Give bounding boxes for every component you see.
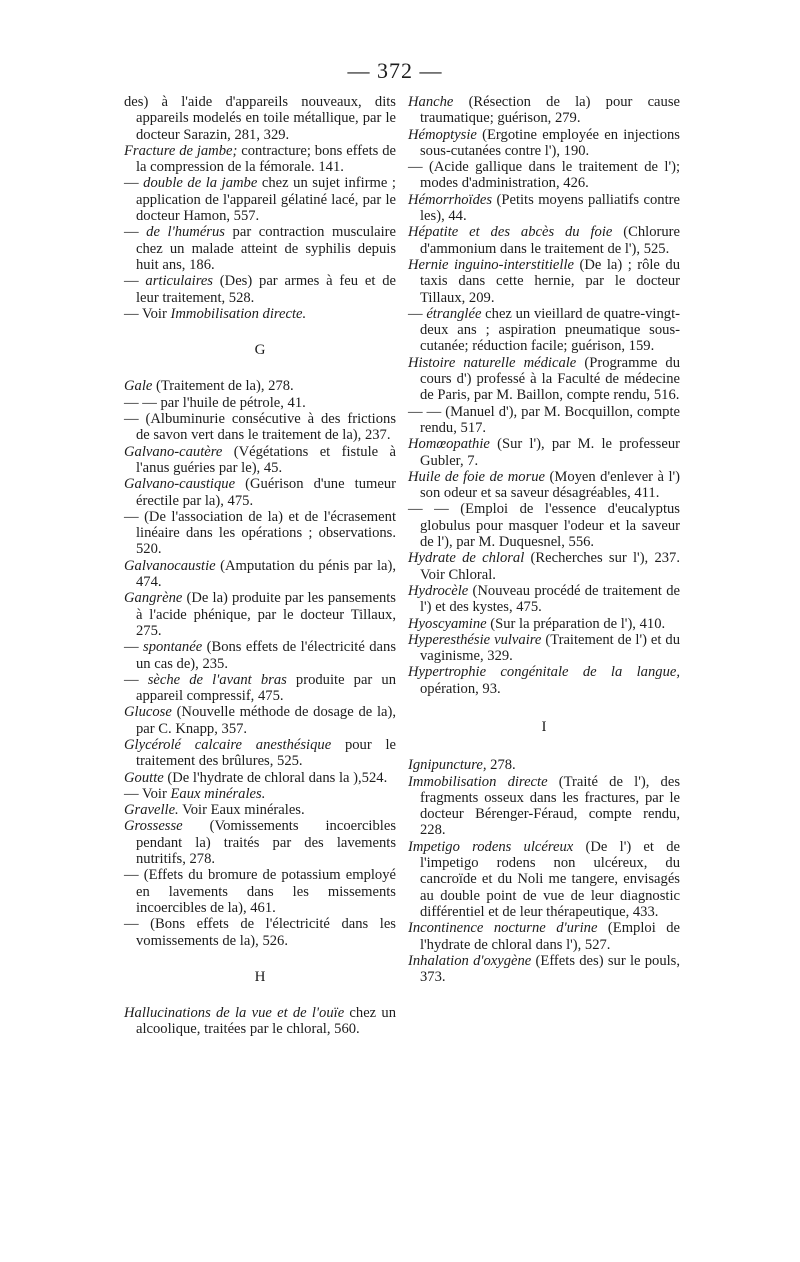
entry-lead: —: [408, 159, 430, 176]
entry-text: (Traitement de l') et du vaginisme, 329.: [420, 631, 681, 665]
entry-text: (Emploi de l'hydrate de chloral dans l'), 527.: [420, 920, 681, 953]
entry-term: Hémoptysie: [408, 126, 477, 143]
entry-text: (Recherches sur l'), 237. Voir Chloral.: [420, 550, 680, 583]
entry-text: chez un sujet infirme ; application de l'appareil gélatiné lacé, par le docteur Hamon, 557.: [136, 175, 396, 225]
entry-text: par l'huile de pétrole, 41.: [160, 394, 306, 411]
entry-text: (Emploi de l'essence d'eucalyptus globulus pour masquer l'odeur et la saveur de l'), par M. Duquesnel, 556.: [420, 501, 680, 551]
entry-lead: — —: [124, 394, 161, 411]
index-entry: [408, 436, 680, 469]
section-letter: I: [541, 718, 547, 735]
entry-text: (Programme du cours d') professé à la Faculté de médecine de Paris, par M. Baillon, compte rendu, 516.: [420, 354, 680, 404]
index-entry: [408, 94, 680, 127]
entry-text: par contraction musculaire chez un malade atteint de syphilis depuis huit ans, 186.: [136, 224, 396, 273]
entry-lead: —: [124, 224, 147, 241]
right-column: [408, 94, 680, 985]
index-entry: [124, 395, 396, 411]
entry-text: (Albuminurie consécutive à des frictions de savon vert dans le traitement de la), 237.: [136, 411, 396, 444]
index-entry: [408, 127, 680, 160]
entry-term: Immobilisation directe: [408, 773, 548, 790]
index-entry: [408, 583, 680, 616]
entry-text: (Moyen d'enlever à l') son odeur et sa saveur désagréables, 411.: [420, 468, 680, 502]
entry-text: (Végétations et fistule à l'anus guéries par le), 45.: [136, 443, 396, 476]
index-entry: [124, 224, 396, 273]
index-entry: [124, 1005, 396, 1038]
entry-term: Huile de foie de morue: [408, 468, 546, 485]
entry-text: (Amputation du pénis par la), 474.: [136, 557, 396, 591]
entry-term: Hallucinations de la vue et de l'ouïe: [124, 1005, 345, 1022]
entry-term: Glycérolé calcaire anesthésique: [124, 736, 332, 753]
index-entry: [124, 786, 396, 802]
index-entry: [408, 257, 680, 306]
entry-lead: — Voir: [124, 785, 171, 802]
entry-text: (Effets des) sur le pouls, 373.: [420, 952, 681, 986]
index-entry: [408, 469, 680, 502]
entry-text: (Nouvelle méthode de dosage de la), par C. Knapp, 357.: [136, 704, 396, 737]
entry-text: (Effets du bromure de potassium employé en lavements dans les missements incoercibles de la), 461.: [136, 867, 396, 916]
entry-text: (De l'association de la) et de l'écrasement linéaire dans les opérations ; observations. 520.: [136, 508, 396, 558]
entry-term: sèche de l'avant bras: [147, 671, 287, 688]
entry-term: Hépatite et des abcès du foie: [408, 224, 613, 241]
index-entry: [408, 616, 680, 632]
entry-text: (Sur la préparation de l'), 410.: [486, 615, 666, 632]
entry-text: (Des) par armes à feu et de leur traitement, 528.: [136, 273, 396, 306]
entry-text: (Bons effets de l'électricité dans les vomissements de la), 526.: [136, 916, 396, 949]
index-entry: [408, 953, 680, 986]
entry-text: (Manuel d'), par M. Bocquillon, compte rendu, 517.: [420, 403, 680, 436]
index-entry: [124, 867, 396, 916]
entry-term: Impetigo rodens ulcéreux: [408, 838, 574, 855]
entry-text: (De l'hydrate de chloral dans la ),524.: [163, 769, 388, 786]
entry-term: Hyoscyamine: [408, 615, 487, 632]
entry-text: des) à l'aide d'appareils nouveaux, dits appareils modelés en toile métallique, par le docteur Sarazin, 281, 329.: [124, 94, 396, 143]
index-entry: [124, 444, 396, 477]
index-entry: [408, 501, 680, 550]
index-entry: [124, 818, 396, 867]
index-entry: [124, 672, 396, 705]
index-entry: [124, 378, 396, 394]
entry-text: 278.: [486, 757, 516, 774]
entry-lead: —: [124, 671, 148, 688]
entry-text: (Ergotine employée en injections sous-cutanées contre l'), 190.: [420, 126, 680, 159]
index-entry: [124, 704, 396, 737]
entry-text: produite par un appareil compressif, 475.: [136, 671, 396, 705]
entry-term: Hanche: [408, 94, 454, 110]
entry-term: Fracture de jambe;: [124, 142, 238, 159]
entry-lead: —: [124, 867, 144, 884]
entry-term: Hyperesthésie vulvaire: [408, 631, 542, 648]
index-entry: [408, 550, 680, 583]
entry-term: Gale: [124, 378, 153, 395]
entry-text: chez un vieillard de quatre-vingt-deux ans ; aspiration pneumatique sous-cutanée; réduction facile; guérison, 159.: [420, 305, 680, 355]
index-entry: [124, 590, 396, 639]
entry-text: Voir Eaux minérales.: [178, 802, 305, 819]
entry-term: Incontinence nocturne d'urine: [408, 920, 598, 937]
entry-term: Galvano-cautère: [124, 443, 223, 460]
entry-text: (Nouveau procédé de traitement de l') et des kystes, 475.: [420, 582, 680, 616]
entry-lead: —: [124, 916, 151, 933]
index-entry: [408, 192, 680, 225]
index-entry: [408, 839, 680, 920]
entry-text: chez un alcoolique, traitées par le chloral, 560.: [136, 1005, 396, 1038]
index-entry: [124, 94, 396, 143]
entry-term: Hydrocèle: [408, 582, 469, 599]
entry-text: (Traité de l'), des fragments osseux dans les fractures, par le docteur Bérenger-Féraud, compte rendu, 228.: [420, 773, 680, 839]
entry-text: (De l') et de l'impetigo rodens non ulcéreux, du cancroïde et du Noli me tangere, envisagés au double point de vue de leur diagnostic différentiel et de leur thérapeutique, 433.: [420, 838, 680, 920]
index-entry: [408, 757, 680, 773]
index-entry: [408, 224, 680, 257]
index-entry: [124, 802, 396, 818]
section-letter: G: [254, 342, 266, 359]
entry-term: double de la jambe: [143, 175, 258, 192]
left-column: [124, 94, 396, 1038]
entry-text: (Vomissements incoercibles pendant la) traités par des lavements nutritifs, 278.: [136, 818, 396, 868]
entry-text: (Chlorure d'ammonium dans le traitement de l'), 525.: [420, 224, 680, 257]
entry-term: Gangrène: [124, 590, 183, 607]
page-number: — 372 —: [347, 58, 443, 83]
entry-term: spontanée: [143, 639, 203, 656]
index-entry: [408, 632, 680, 665]
entry-term: Goutte: [124, 769, 164, 786]
entry-term: Histoire naturelle médicale: [408, 354, 577, 371]
entry-term: Hydrate de chloral: [408, 550, 525, 567]
index-entry: [408, 920, 680, 953]
index-entry: [124, 143, 396, 176]
index-entry: [124, 770, 396, 786]
index-entry: [408, 355, 680, 404]
entry-term: Glucose: [124, 704, 172, 721]
entry-term: Hypertrophie congénitale de la langue,: [408, 664, 680, 681]
index-entry: [124, 175, 396, 224]
entry-term: de l'humérus: [146, 224, 225, 241]
entry-lead: —: [408, 305, 427, 322]
index-entry: [124, 558, 396, 591]
entry-lead: — —: [408, 403, 446, 420]
index-entry: [124, 273, 396, 306]
entry-term: Hémorrhoïdes: [408, 191, 493, 208]
entry-text: opération, 93.: [420, 680, 501, 697]
index-entry: [408, 306, 680, 355]
entry-text: (Résection de la) pour cause traumatique; guérison, 279.: [420, 94, 680, 127]
entry-lead: —: [124, 175, 144, 192]
entry-text: (De la) ; rôle du taxis dans cette hernie, par le docteur Tillaux, 209.: [420, 256, 680, 306]
index-entry: [408, 664, 680, 697]
entry-term: articulaires: [145, 273, 213, 290]
entry-text: pour le traitement des brûlures, 525.: [136, 736, 396, 770]
entry-lead: —: [124, 273, 146, 290]
entry-lead: —: [124, 411, 146, 428]
index-entry: [124, 916, 396, 949]
index-entry: [408, 774, 680, 839]
entry-lead: — —: [408, 501, 461, 518]
entry-term: Grossesse: [124, 818, 183, 835]
entry-term: Immobilisation directe.: [170, 305, 307, 322]
entry-term: Gravelle.: [124, 802, 179, 819]
entry-lead: — Voir: [124, 305, 171, 322]
entry-term: Galvanocaustie: [124, 557, 216, 574]
index-entry: [124, 411, 396, 444]
entry-term: Hernie inguino-interstitielle: [408, 256, 574, 273]
entry-text: (Petits moyens palliatifs contre les), 44.: [420, 191, 680, 225]
entry-term: étranglée: [426, 305, 482, 322]
index-entry: [124, 306, 396, 322]
entry-term: Inhalation d'oxygène: [408, 952, 532, 969]
entry-text: (Acide gallique dans le traitement de l'); modes d'administration, 426.: [420, 159, 681, 192]
section-letter: H: [254, 968, 266, 985]
entry-term: Galvano-caustique: [124, 476, 236, 493]
index-entry: [124, 737, 396, 770]
entry-term: Eaux minérales.: [170, 785, 266, 802]
index-entry: [408, 159, 680, 192]
index-entry: [124, 639, 396, 672]
entry-lead: —: [124, 508, 145, 525]
entry-text: (Traitement de la), 278.: [152, 378, 294, 395]
entry-term: Homœopathie: [408, 436, 490, 453]
entry-text: (De la) produite par les pansements à l'acide phénique, par le docteur Tillaux, 275.: [136, 590, 396, 639]
entry-text: (Bons effets de l'électricité dans un cas de), 235.: [136, 639, 397, 672]
entry-term: Ignipuncture,: [408, 757, 487, 774]
entry-text: (Sur l'), par M. le professeur Gubler, 7.: [420, 436, 680, 469]
entry-text: contracture; bons effets de la compression de la fémorale. 141.: [136, 142, 396, 176]
index-entry: [124, 509, 396, 558]
entry-text: (Guérison d'une tumeur érectile par la), 475.: [136, 476, 396, 509]
index-entry: [408, 404, 680, 437]
entry-lead: —: [124, 639, 144, 656]
index-entry: [124, 476, 396, 509]
